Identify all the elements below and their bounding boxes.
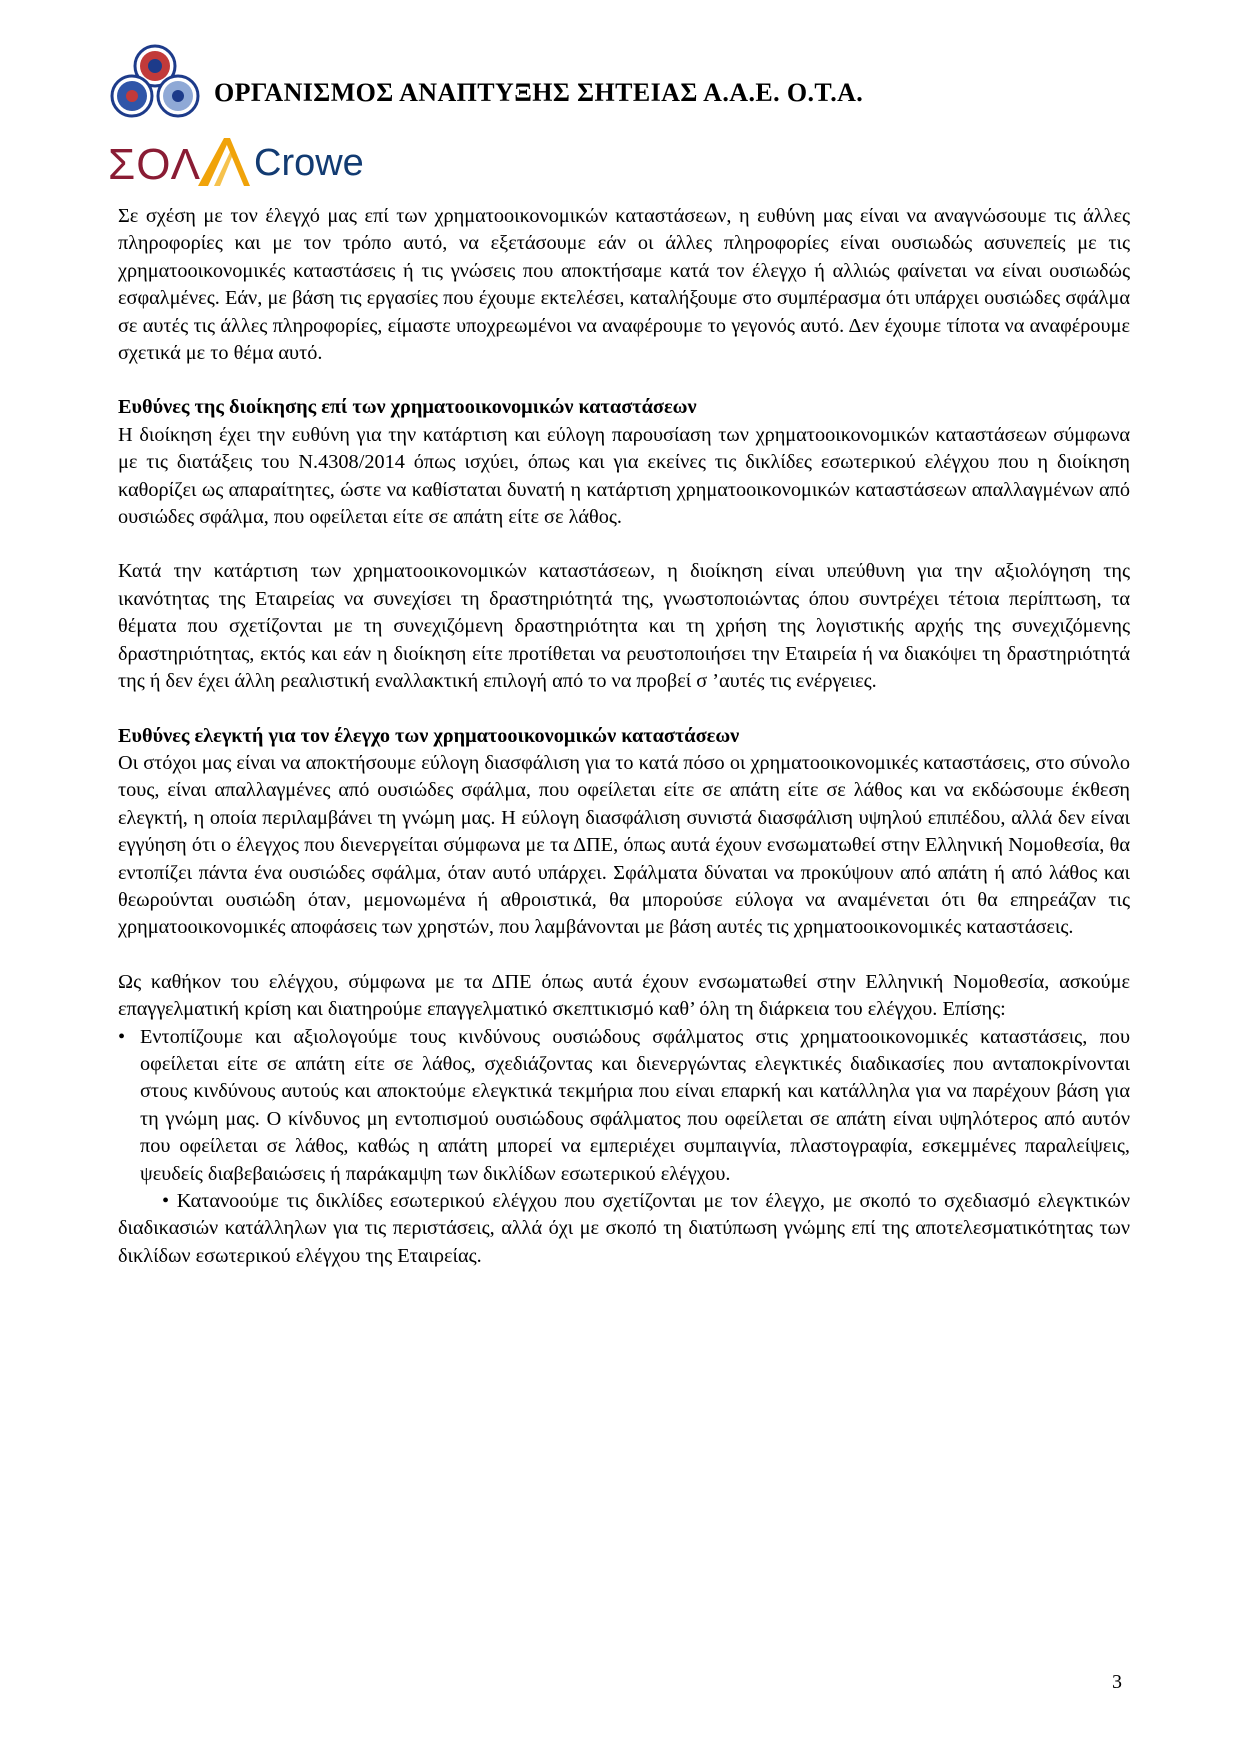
list-item-text: Εντοπίζουμε και αξιολογούμε τους κινδύνους ουσιώδους σφάλματος στις χρηματοοικονομικές καταστάσεις, που οφείλεται είτε σε απάτη είτε σε λάθος, σχεδιάζοντας και διενεργώντας ελεγκτικές διαδικασίες που ανταποκρίνονται στους κινδύνους αυτούς και αποκτούμε ελεγκτικά τεκμήρια που είναι επαρκή και κατάλληλα για να παρέχουν βάση για τη γνώμη μας. Ο κίνδυνος μη εντοπισμού ουσιώδους σφάλματος που οφείλεται σε απάτη είναι υψηλότερος από αυτόν που οφείλεται σε λάθος, καθώς η απάτη μπορεί να εμπεριέχει συμπαιγνία, πλαστογραφία, εσκεμμένες παραλείψεις, ψευδείς διαβεβαιώσεις ή παράκαμψη των δικλίδων εσωτερικού ελέγχου. bbox=[140, 1025, 1130, 1185]
paragraph-other-information: Σε σχέση με τον έλεγχό μας επί των χρηματοοικονομικών καταστάσεων, η ευθύνη μας είναι να αναγνώσουμε τις άλλες πληροφορίες και με τον τρόπο αυτό, να εξετάσουμε εάν οι άλλες πληροφορίες είναι ουσιωδώς ασυνεπείς με τις χρηματοοικονομικές καταστάσεις ή τις γνώσεις που αποκτήσαμε κατά τον έλεγχο ή αλλιώς φαίνεται να είναι ουσιωδώς εσφαλμένες. Εάν, με βάση τις εργασίες που έχουμε εκτελέσει, καταλήξουμε στο συμπέρασμα ότι υπάρχει ουσιώδες σφάλμα σε αυτές τις άλλες πληροφορίες, είμαστε υποχρεωμένοι να αναφέρουμε το γεγονός αυτό. Δεν έχουμε τίποτα να αναφέρουμε σχετικά με το θέμα αυτό. bbox=[118, 205, 1130, 365]
report-body bbox=[118, 203, 1130, 1270]
page-number: 3 bbox=[1112, 1671, 1122, 1693]
logo-crowe-text: Crowe bbox=[254, 142, 364, 184]
logo-sol-text: ΣΟΛ bbox=[108, 140, 202, 189]
crowe-chevron-icon bbox=[194, 136, 252, 188]
paragraph-professional-judgement: Ως καθήκον του ελέγχου, σύμφωνα με τα ΔΠΕ όπως αυτά έχουν ενσωματωθεί στην Ελληνική Νομοθεσία, ασκούμε επαγγελματική κρίση και διατηρούμε επαγγελματικό σκεπτικισμό καθ’ όλη τη διάρκεια του ελέγχου. Επίσης: bbox=[118, 970, 1130, 1021]
list-item bbox=[118, 1024, 1130, 1188]
list-item bbox=[118, 1188, 1130, 1270]
heading-management-responsibilities: Ευθύνες της διοίκησης επί των χρηματοοικονομικών καταστάσεων bbox=[118, 396, 697, 419]
organization-title: ΟΡΓΑΝΙΣΜΟΣ ΑΝΑΠΤΥΞΗΣ ΣΗΤΕΙΑΣ Α.Α.Ε. Ο.Τ.Α. bbox=[214, 78, 864, 107]
paragraph-going-concern: Κατά την κατάρτιση των χρηματοοικονομικών καταστάσεων, η διοίκηση είναι υπεύθυνη για την αξιολόγηση της ικανότητας της Εταιρείας να συνεχίσει τη δραστηριότητά της, γνωστοποιώντας όπου συντρέχει τέτοια περίπτωση, τα θέματα που σχετίζονται με τη συνεχιζόμενη δραστηριότητα και τη χρήση της λογιστικής αρχής της συνεχιζόμενης δραστηριότητας, εκτός και εάν η διοίκηση είτε προτίθεται να ρευστοποιήσει την Εταιρεία ή να διακόψει τη δραστηριότητά της ή δεν έχει άλλη ρεαλιστική εναλλακτική επιλογή από το να προβεί σ ’αυτές τις ενέργειες. bbox=[118, 560, 1130, 693]
heading-auditor-responsibilities: Ευθύνες ελεγκτή για τον έλεγχο των χρηματοοικονομικών καταστάσεων bbox=[118, 724, 740, 747]
paragraph-audit-objectives: Οι στόχοι μας είναι να αποκτήσουμε εύλογη διασφάλιση για το κατά πόσο οι χρηματοοικονομικές καταστάσεις, στο σύνολο τους, είναι απαλλαγμένες από ουσιώδες σφάλμα, που οφείλεται είτε σε απάτη είτε σε λάθος και να εκδώσουμε έκθεση ελεγκτή, η οποία περιλαμβάνει τη γνώμη μας. Η εύλογη διασφάλιση συνιστά διασφάλιση υψηλού επιπέδου, αλλά δεν είναι εγγύηση ότι ο έλεγχος που διενεργείται σύμφωνα με τα ΔΠΕ, όπως αυτά έχουν ενσωματωθεί στην Ελληνική Νομοθεσία, θα εντοπίζει πάντα ένα ουσιώδες σφάλμα, όταν αυτό υπάρχει. Σφάλματα δύναται να προκύψουν από απάτη ή από λάθος και θεωρούνται ουσιώδη όταν, μεμονωμένα ή αθροιστικά, θα μπορούσε εύλογα να αναμένεται ότι θα επηρεάζαν τις χρηματοοικονομικές αποφάσεις των χρηστών, που λαμβάνονται με βάση αυτές τις χρηματοοικονομικές καταστάσεις. bbox=[118, 751, 1130, 939]
sol-crowe-logo bbox=[108, 134, 368, 190]
document-header bbox=[110, 42, 1130, 122]
organization-emblem-icon bbox=[110, 42, 200, 122]
list-item-text: Κατανοούμε τις δικλίδες εσωτερικού ελέγχου που σχετίζονται με τον έλεγχο, με σκοπό το σχεδιασμό ελεγκτικών διαδικασιών κατάλληλων για τις περιστάσεις, αλλά όχι με σκοπό τη διατύπωση γνώμης επί της αποτελεσματικότητας των δικλίδων εσωτερικού ελέγχου της Εταιρείας. bbox=[118, 1190, 1130, 1267]
audit-procedures-list bbox=[118, 1024, 1130, 1271]
bullet-icon: • bbox=[118, 1025, 126, 1048]
paragraph-management-responsibility: Η διοίκηση έχει την ευθύνη για την κατάρτιση και εύλογη παρουσίαση των χρηματοοικονομικών καταστάσεων σύμφωνα με τις διατάξεις του Ν.4308/2014 όπως ισχύει, όπως και για εκείνες τις δικλίδες εσωτερικού ελέγχου που η διοίκηση καθορίζει ως απαραίτητες, ώστε να καθίσταται δυνατή η κατάρτιση χρηματοοικονομικών καταστάσεων απαλλαγμένων από ουσιώδες σφάλμα, που οφείλεται είτε σε απάτη είτε σε λάθος. bbox=[118, 423, 1130, 529]
bullet-icon: • bbox=[162, 1190, 170, 1212]
